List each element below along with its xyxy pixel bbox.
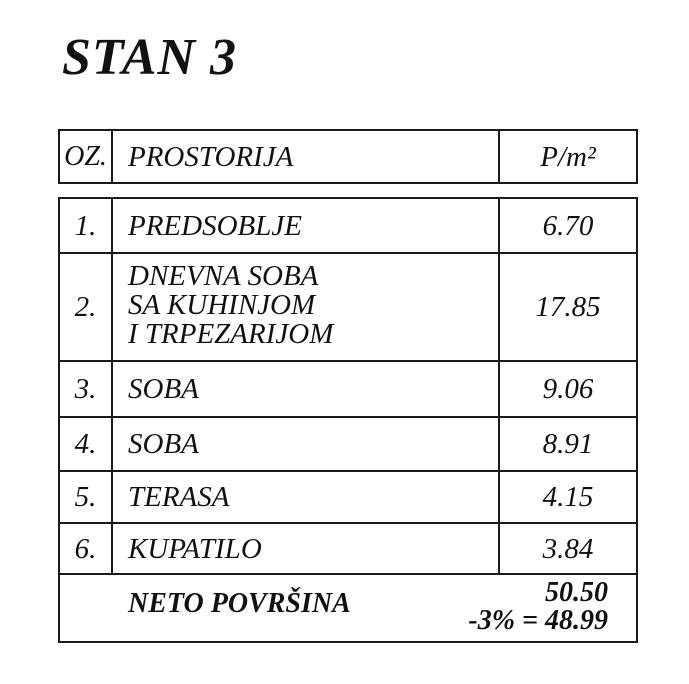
row-area: 9.06 — [542, 373, 594, 405]
row-number: 4. — [74, 428, 97, 460]
row-room-name: SOBA — [128, 428, 199, 460]
row-separator — [58, 573, 638, 575]
row-number: 2. — [74, 291, 97, 323]
page-title: STAN 3 — [62, 29, 238, 86]
row-number: 3. — [74, 373, 97, 405]
total-value — [420, 579, 608, 635]
room-name-line: SA KUHINJOM — [128, 289, 316, 321]
total-net: -3% = 48.99 — [468, 605, 608, 636]
header-divider-1 — [111, 129, 113, 184]
room-name-line: I TRPEZARIJOM — [128, 318, 334, 350]
row-area: 4.15 — [542, 481, 594, 513]
total-gross: 50.50 — [545, 577, 608, 608]
row-area: 3.84 — [542, 532, 594, 565]
row-number: 6. — [74, 532, 97, 565]
total-label: NETO POVRŠINA — [128, 588, 351, 619]
header-col-area-label: P/m² — [540, 140, 596, 173]
row-area: 17.85 — [535, 291, 601, 323]
row-room-name — [128, 262, 333, 349]
row-number: 5. — [74, 481, 97, 513]
row-room-name: TERASA — [128, 481, 230, 513]
row-room-name: KUPATILO — [128, 532, 262, 565]
row-area: 8.91 — [542, 428, 594, 460]
header-col-no: OZ. — [64, 140, 107, 172]
header-col-area — [500, 131, 636, 182]
row-room-name: PREDSOBLJE — [128, 209, 302, 242]
room-name-line: DNEVNA SOBA — [128, 260, 319, 292]
row-room-name: SOBA — [128, 373, 199, 405]
row-area: 6.70 — [542, 209, 594, 242]
header-col-room: PROSTORIJA — [128, 140, 294, 173]
row-number: 1. — [74, 209, 97, 242]
